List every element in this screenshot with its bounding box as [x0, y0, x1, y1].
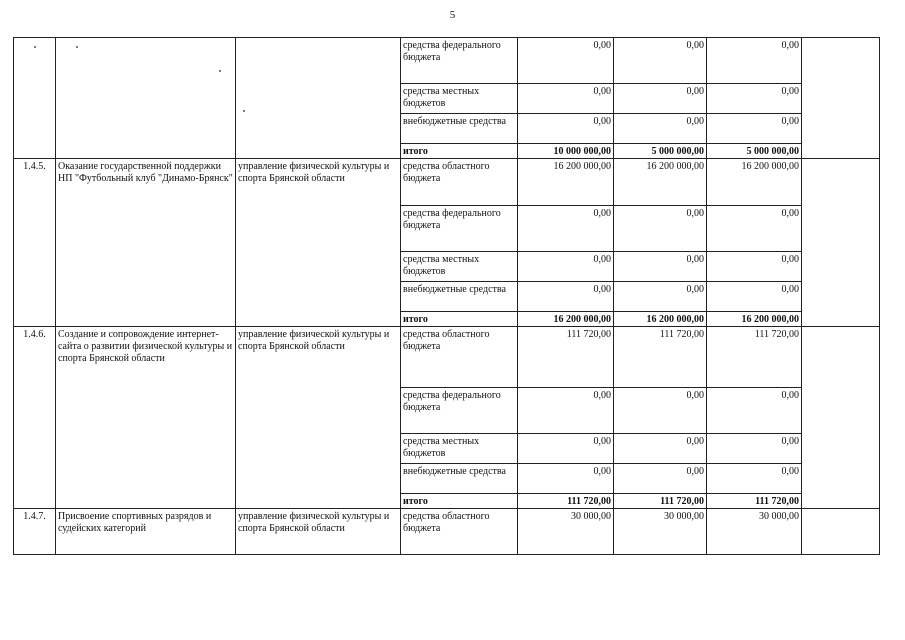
amount-cell: 30 000,00 [614, 509, 707, 555]
amount-cell: 0,00 [707, 38, 802, 84]
amount-cell: 0,00 [707, 434, 802, 464]
funding-source: средства областного бюджета [401, 159, 518, 206]
amount-cell: 111 720,00 [614, 327, 707, 388]
total-label: итого [401, 494, 518, 509]
table-row [14, 327, 880, 388]
item-name: Оказание государственной поддержки НП "Футбольный клуб "Динамо-Брянск" [56, 159, 236, 327]
budget-table [13, 37, 880, 555]
amount-cell: 0,00 [614, 464, 707, 494]
note-cell [802, 38, 880, 159]
amount-cell: 0,00 [518, 252, 614, 282]
funding-source: внебюджетные средства [401, 464, 518, 494]
amount-cell: 16 200 000,00 [614, 159, 707, 206]
amount-cell: 0,00 [518, 282, 614, 312]
funding-source: средства местных бюджетов [401, 84, 518, 114]
total-amount: 111 720,00 [614, 494, 707, 509]
item-executor: управление физической культуры и спорта Брянской области [236, 509, 401, 555]
executor-cell-empty [236, 38, 401, 159]
table-row [14, 509, 880, 555]
name-cell-empty [56, 38, 236, 159]
amount-cell: 0,00 [614, 252, 707, 282]
amount-cell: 0,00 [614, 114, 707, 144]
total-amount: 16 200 000,00 [707, 312, 802, 327]
amount-cell: 16 200 000,00 [707, 159, 802, 206]
amount-cell: 0,00 [614, 434, 707, 464]
amount-cell: 16 200 000,00 [518, 159, 614, 206]
amount-cell: 0,00 [518, 38, 614, 84]
note-cell [802, 159, 880, 327]
amount-cell: 0,00 [707, 206, 802, 252]
amount-cell: 0,00 [518, 114, 614, 144]
funding-source: внебюджетные средства [401, 114, 518, 144]
funding-source: средства федерального бюджета [401, 38, 518, 84]
item-code: 1.4.6. [14, 327, 56, 509]
table-row [14, 159, 880, 206]
item-executor: управление физической культуры и спорта Брянской области [236, 159, 401, 327]
code-cell-empty [14, 38, 56, 159]
funding-source: внебюджетные средства [401, 282, 518, 312]
amount-cell: 0,00 [518, 464, 614, 494]
page-number: 5 [449, 9, 456, 21]
amount-cell: 30 000,00 [518, 509, 614, 555]
item-name: Присвоение спортивных разрядов и судейских категорий [56, 509, 236, 555]
amount-cell: 0,00 [707, 84, 802, 114]
item-code: 1.4.5. [14, 159, 56, 327]
table-row [14, 38, 880, 84]
total-amount: 111 720,00 [518, 494, 614, 509]
funding-source: средства областного бюджета [401, 509, 518, 555]
funding-source: средства местных бюджетов [401, 252, 518, 282]
total-amount: 5 000 000,00 [707, 144, 802, 159]
amount-cell: 0,00 [707, 252, 802, 282]
amount-cell: 111 720,00 [518, 327, 614, 388]
total-label: итого [401, 312, 518, 327]
amount-cell: 0,00 [518, 388, 614, 434]
total-label: итого [401, 144, 518, 159]
amount-cell: 0,00 [614, 206, 707, 252]
total-amount: 16 200 000,00 [518, 312, 614, 327]
total-amount: 111 720,00 [707, 494, 802, 509]
note-cell [802, 509, 880, 555]
funding-source: средства федерального бюджета [401, 206, 518, 252]
item-code: 1.4.7. [14, 509, 56, 555]
funding-source: средства областного бюджета [401, 327, 518, 388]
amount-cell: 0,00 [518, 84, 614, 114]
amount-cell: 0,00 [707, 388, 802, 434]
amount-cell: 0,00 [614, 38, 707, 84]
total-amount: 16 200 000,00 [614, 312, 707, 327]
amount-cell: 0,00 [518, 206, 614, 252]
amount-cell: 0,00 [707, 114, 802, 144]
total-amount: 5 000 000,00 [614, 144, 707, 159]
amount-cell: 111 720,00 [707, 327, 802, 388]
amount-cell: 0,00 [614, 282, 707, 312]
amount-cell: 30 000,00 [707, 509, 802, 555]
item-name: Создание и сопровождение интернет-сайта о развитии физической культуры и спорта Брянской области [56, 327, 236, 509]
amount-cell: 0,00 [614, 388, 707, 434]
item-executor: управление физической культуры и спорта Брянской области [236, 327, 401, 509]
funding-source: средства местных бюджетов [401, 434, 518, 464]
amount-cell: 0,00 [707, 464, 802, 494]
amount-cell: 0,00 [707, 282, 802, 312]
total-amount: 10 000 000,00 [518, 144, 614, 159]
funding-source: средства федерального бюджета [401, 388, 518, 434]
amount-cell: 0,00 [518, 434, 614, 464]
amount-cell: 0,00 [614, 84, 707, 114]
note-cell [802, 327, 880, 509]
